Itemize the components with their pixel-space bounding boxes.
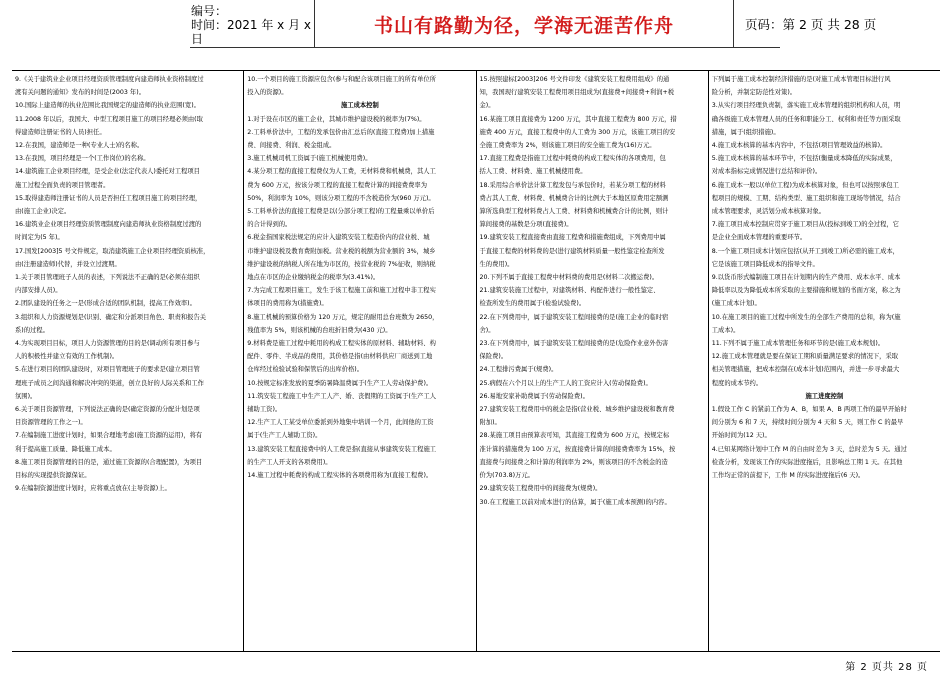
text-line: 市维护建设税及教育费附加税。营业税的税额为营业额的 3%，城乡 [247,247,436,255]
text-line: 降低率以及为降低成本所采取的主要措施和规划的书面方案，称之为 [711,287,901,295]
text-line: 准计算的措施费为 100 万元，按直接费计算的间接费费率为 15%，按 [479,445,676,453]
text-line: 利于提高施工质量、降低施工成本。 [15,445,116,453]
text-line: 属于(生产工人辅助工资)。 [247,432,322,440]
text-line: 险分析，并制定防范性对策)。 [711,89,797,97]
text-line: 12.在我国，建造师是一种(专业人士)的名称。 [15,142,144,150]
text-line: 24.工程排污费属于(规费)。 [479,366,558,374]
text-line: 4.为实现项目目标，项目人力资源管理的目的是(调动所有项目参与 [15,340,200,348]
text-line: 5.在进行项目的团队建设时，对项目管理班子的要求是(建立项目管 [15,366,200,374]
text-line: 系)的过程。 [15,326,49,334]
text-line: 4.施工成本核算的基本内容中，不包括(项目管理效益的核算)。 [711,142,887,150]
text-line: 2.团队建设的任务之一是(形成合适的团队机制，提高工作效率)。 [15,300,196,308]
text-line: 地点在市区的企业缴纳税金的税率为(3.41%)。 [247,274,380,282]
text-line: 体项目的费用称为(措施费)。 [247,300,328,308]
text-line: 的生产工人开支的各项费用)。 [247,458,332,466]
page-header [183,0,877,48]
text-line: (施工成本计划)。 [711,300,761,308]
text-line: 工成本)。 [711,326,740,334]
text-line: 对成本指标完成情况进行总结和评价)。 [711,168,822,176]
text-line: 施费 400 万元，直接工程费中的人工费为 300 万元，该施工项目的安 [479,128,676,136]
section-heading: 施工进度控制 [805,392,844,400]
text-line: 全施工费费率为 2%，则该施工项目的安全施工费为(16)万元。 [479,142,656,150]
text-line: 投入的资源)。 [247,89,288,97]
text-line: 施工过程全面负责的项目管理者。 [15,181,110,189]
text-line: 11.筑安装工程施工中生产工人产、婚、丧假期的工资属于(生产工人 [247,392,437,400]
text-line: 费占其人工费、材料费、机械费合计的比例大于本地区原费用定额测 [479,194,669,202]
header-divider [190,47,780,48]
text-line: 20.下列不属于直接工程费中材料费的费用是(材料二次搬运费)。 [479,274,659,282]
text-line: 29.建筑安装工程费用中的间接费为(规费)。 [479,485,602,493]
text-line: 8.施工机械的预算价格为 120 万元，规定的耐用总台班数为 2650， [247,313,439,321]
text-line: 7.施工项目成本控制应贯穿于施工项目从(投标到竣工)的全过程，它 [711,221,899,229]
text-line: 金)。 [479,102,495,110]
text-line: 3.施工机械司机工资属于(施工机械使用费)。 [247,155,372,163]
text-line: 配件、零件、半成品的费用，其价格是指(由材料供应厂商送到工地 [247,353,433,361]
text-line: 生的费用)。 [479,260,514,268]
text-line: 15.取得建造师注册证书的人员是否担任工程项目施工的项目经理， [15,194,202,202]
page-footer: 第 2 页共 28 页 [845,662,928,673]
text-line: 检查所发生的费用属于(检验试验费)。 [479,300,586,308]
text-line: 4.已知某网络计划中工作 M 的自由时差为 3 天，总时差为 5 天。通过 [711,445,907,453]
text-line: 措施，属于(组织措施)。 [711,128,780,136]
text-line: 10.在施工项目的施工过程中所发生的全部生产费用的总和，称为(施 [711,313,901,321]
text-line: 12.施工成本管理就是要在保证工期和质量满足要求的情况下，采取 [711,353,899,361]
text-line: 舍)。 [479,326,495,334]
text-line: 价为(703.8)万元。 [479,472,534,480]
time-label: 时间：2021 年 x 月 x 日 [191,18,312,46]
text-line: 残值率为 5%，则该机械的台班折旧费为(430 元)。 [247,326,392,334]
text-line: 1.关于项目管理班子人员的表述，下列说法不正确的是(必须在组织 [15,274,200,282]
text-line: 3.从实行项目经理负责制，落实施工成本管理的组织机构和人员，明 [711,102,901,110]
column-1 [12,71,243,651]
text-line: 相关管理措施，把成本控制在(成本计划)范围内，并进一步寻求最大 [711,366,900,374]
text-line: 2.工料单价法中，工程的发承包价由汇总后的(直接工程费)加上措施 [247,128,435,136]
text-line: 目资源管理的工作之一)。 [15,419,87,427]
text-line: 8.施工项目资源管理的目的是，通过施工资源的(合理配置)，为项目 [15,458,203,466]
text-line: 算间接费的基数是分项(直接费)。 [479,221,573,229]
text-line: 21.建筑安装施工过程中，对建筑材料、构配件进行一般性鉴定、 [479,287,660,295]
text-line: 13.在我国，项目经理是一个(工作岗位)的名称。 [15,155,150,163]
column-2 [243,71,475,651]
text-line: 6.施工成本一般以(单位工程)为成本核算对象，但也可以按照承包工 [711,181,899,189]
text-line: 14.建筑施工企业项目经理，是受企业(法定代表人)委托对工程项目 [15,168,200,176]
text-line: 内部安排人员)。 [15,287,62,295]
text-line: 25.病假在六个月以上的生产工人的工资应计入(劳动保险费)。 [479,379,652,387]
text-line: 3.组织和人力资源规划是(识别、确定和分派项目角色、职责和报告关 [15,313,207,321]
text-line: 人的积极性并建立有效的工作机制)。 [15,353,119,361]
motto-text: 书山有路勤为径，学海无涯苦作舟 [373,14,674,37]
text-line: 26.易地安家补助费属于(劳动保险费)。 [479,392,589,400]
page-number-label: 页码：第 2 页 共 28 页 [745,17,877,32]
text-line: 16.建筑业企业项目经理资质管理制度向建造师执业资格制度过渡的 [15,221,202,229]
text-line: 6.税金指国家税法规定的应计入建筑安装工程造价内的营业税、城 [247,234,430,242]
text-line: 11.下列不属于施工成本管理任务和环节的是(施工成本规划)。 [711,340,885,348]
text-line: 保险费)。 [479,353,508,361]
text-line: 程项目的规模、工期、结构类型、施工组织和施工现场等情况，结合 [711,194,901,202]
text-line: 理班子成员之间沟通和解决冲突的渠道，创立良好的人际关系和工作 [15,379,204,387]
header-info-block [183,0,315,48]
text-line: 14.施工过程中耗费的构成工程实体的各项费用称为(直接工程费)。 [247,472,433,480]
text-line: 13.建筑安装工程直接费中的人工费是指(直接从事建筑安装工程施工 [247,445,437,453]
section-heading: 施工成本控制 [340,102,379,110]
text-line: 渡有关问题的通知》发布的时间是(2003 年)。 [15,89,145,97]
column-4 [708,71,940,651]
text-line: 12.生产工人工某受单位委派到外地集中培训一个月，此间他的工资 [247,419,434,427]
text-line: 间分别为 6 和 7 天，持续时间分别为 4 天和 5 天，则工作 C 的最早 [711,419,904,427]
text-line: 9.在编制资源进度计划时，应将重点放在(主导资源)上。 [15,485,171,493]
text-line: 它是该施工项目降低成本的指导文件。 [711,260,819,268]
text-line: 氛围)。 [15,392,37,400]
text-line: 目标的实现提供资源保证。 [15,472,91,480]
text-line: 28.某施工项目由预算表可知，其直接工程费为 600 万元，按规定标 [479,432,670,440]
text-line: 23.在下列费用中，属于建筑安装工程间接费的是(危险作业意外伤害 [479,340,669,348]
text-line: 5.工料单价法的直接工程费是以(分部分项工程)的工程量乘以单价后 [247,208,435,216]
text-line: 工作均正常的前提下，工作 M 的实际进度拖后(6 天)。 [711,472,865,480]
text-line: 10.按规定标准发放的夏季防暑降温费属于(生产工人劳动保护费)。 [247,379,433,387]
header-page-block [735,0,895,48]
text-line: 由(注册建造师)代替，并设立过渡期。 [15,260,121,268]
text-line: 算所选典型工程材料费占人工费、材料费和机械费合计的比例，则计 [479,208,669,216]
text-line: 18.采用综合单价法计算工程发包与承包价时，若某分项工程的材料 [479,181,666,189]
text-line: 11.2008 年以后，我国大、中型工程项目施工的项目经理必须由(取 [15,115,203,123]
doc-number-label: 编号： [191,4,228,18]
text-line: 维护建设税的纳税人所在地为市区的，按营业税的 7%征收，则纳税 [247,260,436,268]
text-line: 知，我国现行建筑安装工程费用项目组成为(直接费+间接费+利润+税 [479,89,675,97]
text-line: 括人工费、材料费、施工机械使用费。 [479,168,587,176]
text-line: 50%，利润率为 10%，则该分项工程的不含税造价为(960 万元)。 [247,194,435,202]
header-motto-block [315,0,734,48]
text-line: 9.《关于建筑业企业项目经理资质管理制度向建造师执业资格制度过 [15,76,204,83]
column-3 [476,71,708,651]
text-line: 1.对于设在市区的施工企业，其城市维护建设税的税率为(7%)。 [247,115,426,123]
text-line: 4.某分项工程的直接工程费仅为人工费，无材料费和机械费，其人工 [247,168,436,176]
text-line: 由(施工企业)决定。 [15,208,71,216]
content-columns [12,70,940,652]
text-line: 16.某施工项目直接费为 1200 万元，其中直接工程费为 800 万元，措 [479,115,677,123]
text-line: 开始时间为(12 天)。 [711,432,771,440]
text-line: 程度的成本节约。 [711,379,763,387]
text-line: 15.按照建标[2003]206 号文件印发《建筑安装工程费用组成》的通 [479,76,670,83]
text-line: 下列属于施工成本控制经济措施的是(对施工成本管理目标进行风 [711,76,891,83]
text-line: 27.建筑安装工程费用中的税金是指(营业税、城乡维护建设税和教育费 [479,406,675,414]
text-line: 于直接工程费的材料费的是(进行建筑材料质量一般性鉴定检查所发 [479,247,665,255]
text-line: 8.一个施工项目成本计划应包括(从开工到竣工)所必需的施工成本， [711,247,899,255]
text-line: 22.在下列费用中，属于建筑安装工程间接费的是(施工企业的临时宿 [479,313,669,321]
text-line: 9.以货币形式编制施工项目在计划期内的生产费用、成本水平、成本 [711,274,901,282]
text-line: 辅助工资)。 [247,406,282,414]
text-line: 30.在工程施工以前对成本进行的估算，属于(施工成本预测)的内容。 [479,498,671,506]
text-line: 19.建筑安装工程直接费由直接工程费和措施费组成，下列费用中属 [479,234,666,242]
text-line: 费为 600 万元，按该分项工程的直接工程费计算的间接费费率为 [247,181,427,189]
text-line: 9.材料费是施工过程中耗用的构成工程实体的原材料、辅助材料、构 [247,340,436,348]
text-line: 是企业全面成本管理的重要环节。 [711,234,807,242]
text-line: 17.国发[2003]5 号文件规定，取消建筑施工企业项目经理资质核准， [15,247,210,255]
text-line: 成本管理要求，灵活划分成本核算对象。 [711,208,826,216]
text-line: 检查分析，发现该工作的实际进度拖后，且影响总工期 1 天。在其他 [711,458,903,466]
text-line: 仓库经过检验试验和保管后的出库价格)。 [247,366,364,374]
text-line: 确各级施工成本管理人员的任务和职能分工、权利和责任等方面采取 [711,115,901,123]
text-line: 7.在编制施工进度计划时，如果合理地考虑(施工资源的运用)，将有 [15,432,203,440]
text-line: 6.关于项目资源管理，下列说法正确的是(确定资源的分配计划是项 [15,406,200,414]
text-line: 5.施工成本核算的基本环节中，不包括(衡量成本降低的实际成果， [711,155,897,163]
text-line: 直接费与间接费之和计算的利润率为 2%，则该项目的不含税金的造 [479,458,668,466]
text-line: 10.国际上建造师的执业范围比我国规定的建造师的执业范围(宽)。 [15,102,200,110]
text-line: 附加)。 [479,419,501,427]
text-line: 1.假设工作 C 的紧前工作为 A、B，如果 A、B 两项工作的最早开始时 [711,406,907,414]
text-line: 7.为完成工程项目施工，发生于该工程施工前和施工过程中非工程实 [247,287,436,295]
text-line: 10.一个项目的施工资源应包含(参与和配合该项目施工的所有单位所 [247,76,437,83]
text-line: 的合计得到的。 [247,221,292,229]
text-line: 费、间接费、利润、税金组成。 [247,142,336,150]
text-line: 得建造师注册证书的人员)担任。 [15,128,106,136]
text-line: 时间定为(5 年)。 [15,234,64,242]
text-line: 17.直接工程费是指施工过程中耗费的构成工程实体的各项费用，包 [479,155,666,163]
